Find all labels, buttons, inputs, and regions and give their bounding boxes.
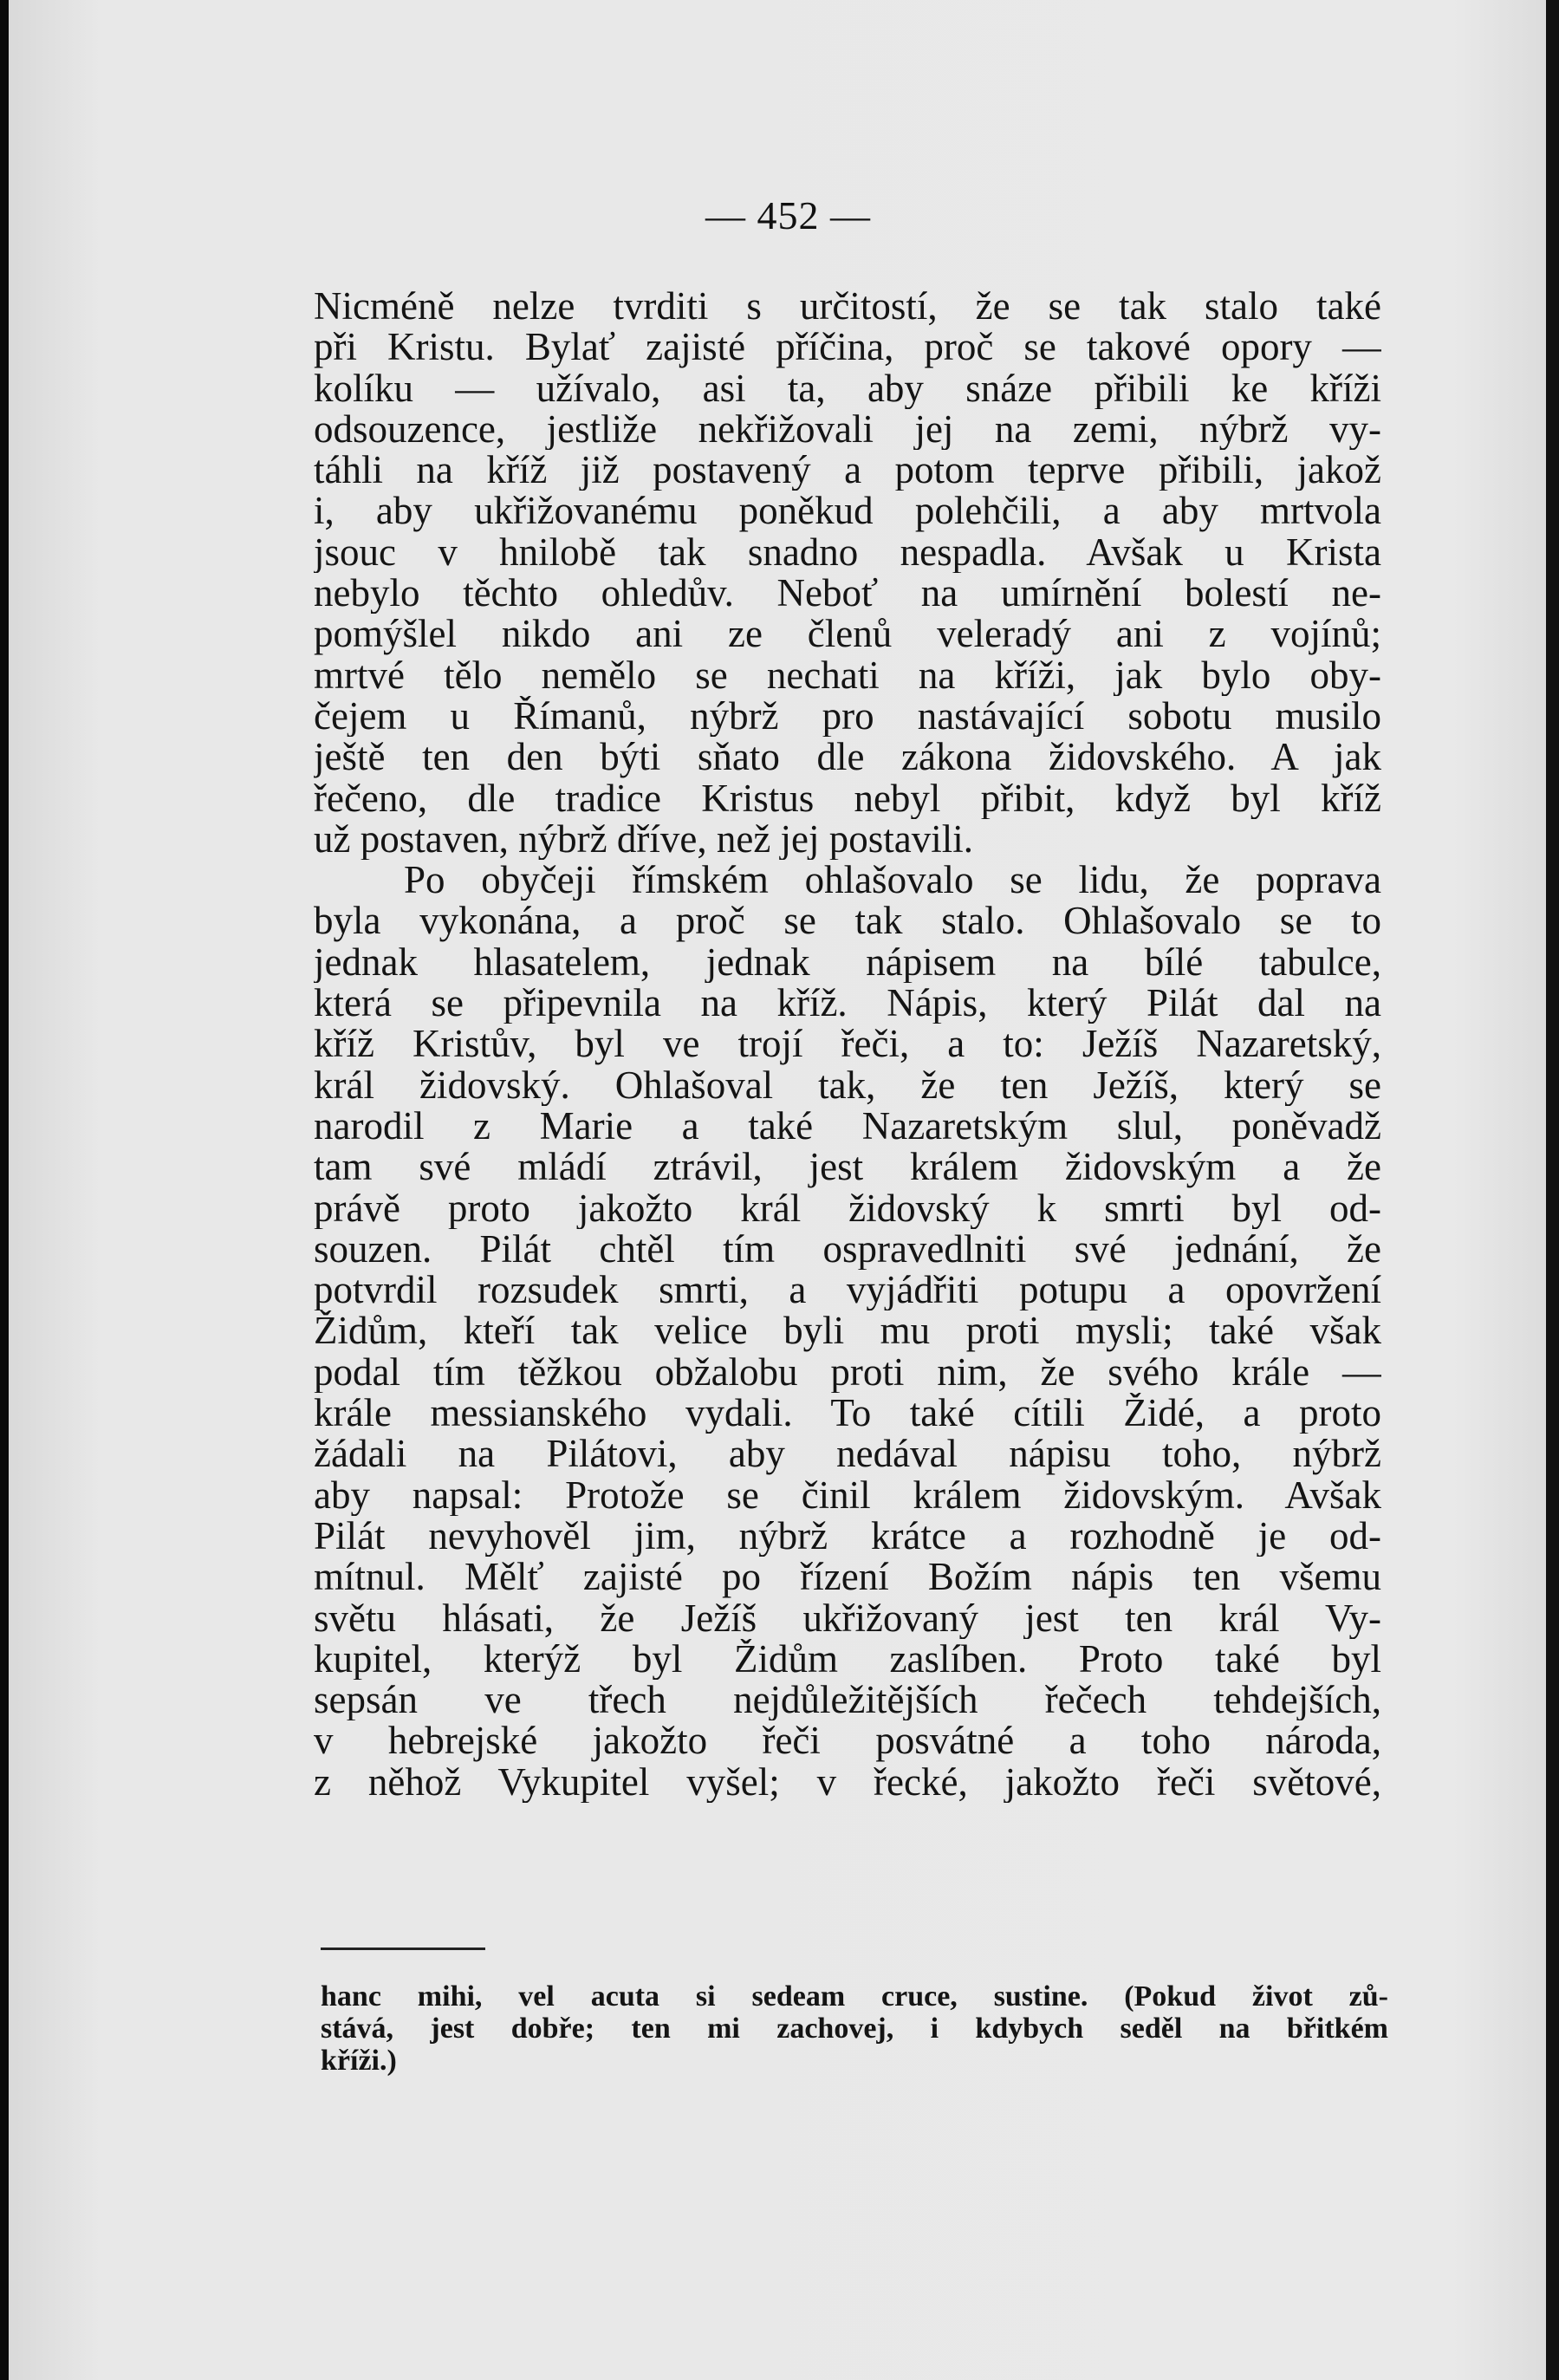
text-line: řečeno, dle tradice Kristus nebyl přibit, když byl kříž — [314, 777, 1381, 819]
text-line: světu hlásati, že Ježíš ukřižovaný jest ten král Vy- — [314, 1597, 1381, 1639]
footnote-line: hanc mihi, vel acuta si sedeam cruce, sustine. (Pokud život zů- — [321, 1980, 1388, 2013]
text-line: jednak hlasatelem, jednak nápisem na bílé tabulce, — [314, 941, 1381, 984]
text-line: král židovský. Ohlašoval tak, že ten Ježíš, který se — [314, 1064, 1381, 1106]
text-line: mítnul. Mělť zajisté po řízení Božím nápis ten všemu — [314, 1557, 1381, 1598]
text-line: Po obyčeji římském ohlašovalo se lidu, že poprava — [404, 860, 1381, 901]
text-line: narodil z Marie a také Nazaretským slul, poněvadž — [314, 1105, 1381, 1148]
text-line: v hebrejské jakožto řeči posvátné a toho národa, — [314, 1720, 1381, 1762]
text-line: kupitel, kterýž byl Židům zaslíben. Proto také byl — [314, 1638, 1381, 1681]
footnote-divider — [321, 1948, 485, 1950]
text-line: už postaven, nýbrž dříve, než jej postavili. — [314, 818, 974, 861]
text-line: jsouc v hnilobě tak snadno nespadla. Avšak u Krista — [314, 531, 1381, 574]
text-line: mrtvé tělo nemělo se nechati na kříži, jak bylo oby- — [314, 654, 1381, 696]
text-line: právě proto jakožto král židovský k smrti byl od- — [314, 1187, 1381, 1229]
text-line: žádali na Pilátovi, aby nedával nápisu toho, nýbrž — [314, 1434, 1381, 1475]
text-line: souzen. Pilát chtěl tím ospravedlniti své jednání, že — [314, 1228, 1381, 1271]
text-line: čejem u Římanů, nýbrž pro nastávající sobotu musilo — [314, 695, 1381, 738]
text-line: sepsán ve třech nejdůležitějších řečech tehdejších, — [314, 1680, 1381, 1721]
text-line: táhli na kříž již postavený a potom teprve přibili, jakož — [314, 450, 1381, 491]
text-line: která se připevnila na kříž. Nápis, který Pilát dal na — [314, 983, 1381, 1024]
text-line: potvrdil rozsudek smrti, a vyjádřiti potupu a opovržení — [314, 1270, 1381, 1311]
text-line: Pilát nevyhověl jim, nýbrž krátce a rozhodně je od- — [314, 1515, 1381, 1557]
text-line: z něhož Vykupitel vyšel; v řecké, jakožto řeči světové, — [314, 1761, 1381, 1803]
text-line: Židům, kteří tak velice byli mu proti mysli; také však — [314, 1310, 1381, 1352]
text-line: podal tím těžkou obžalobu proti nim, že svého krále — — [314, 1351, 1381, 1394]
text-line: odsouzence, jestliže nekřižovali jej na zemi, nýbrž vy- — [314, 408, 1381, 451]
text-line: aby napsal: Protože se činil králem židovským. Avšak — [314, 1474, 1381, 1516]
text-line: krále messianského vydali. To také cítili Židé, a proto — [314, 1393, 1381, 1434]
text-line: ještě ten den býti sňato dle zákona židovského. A jak — [314, 737, 1381, 778]
text-line: i, aby ukřižovanému poněkud polehčili, a aby mrtvola — [314, 491, 1381, 532]
page-edge-shadow — [1546, 0, 1559, 2380]
body-text — [314, 286, 1381, 1803]
text-line: pomýšlel nikdo ani ze členů veleradý ani z vojínů; — [314, 614, 1381, 655]
book-page — [9, 0, 1546, 2380]
footnote — [321, 1980, 1388, 2077]
page-number: — 452 — — [705, 193, 871, 237]
text-line: nebylo těchto ohledův. Neboť na umírnění bolestí ne- — [314, 573, 1381, 615]
text-line: při Kristu. Bylať zajisté příčina, proč se takové opory — — [314, 327, 1381, 368]
text-line: kříž Kristův, byl ve trojí řeči, a to: Ježíš Nazaretský, — [314, 1024, 1381, 1065]
text-line: kolíku — užívalo, asi ta, aby snáze přibili ke kříži — [314, 367, 1381, 409]
footnote-line: stává, jest dobře; ten mi zachovej, i kdybych seděl na břitkém — [321, 2013, 1388, 2045]
text-line: byla vykonána, a proč se tak stalo. Ohlašovalo se to — [314, 901, 1381, 942]
text-line: tam své mládí ztrávil, jest králem židovským a že — [314, 1147, 1381, 1188]
footnote-line: kříži.) — [321, 2045, 397, 2077]
text-line: Nicméně nelze tvrditi s určitostí, že se tak stalo také — [314, 286, 1381, 328]
